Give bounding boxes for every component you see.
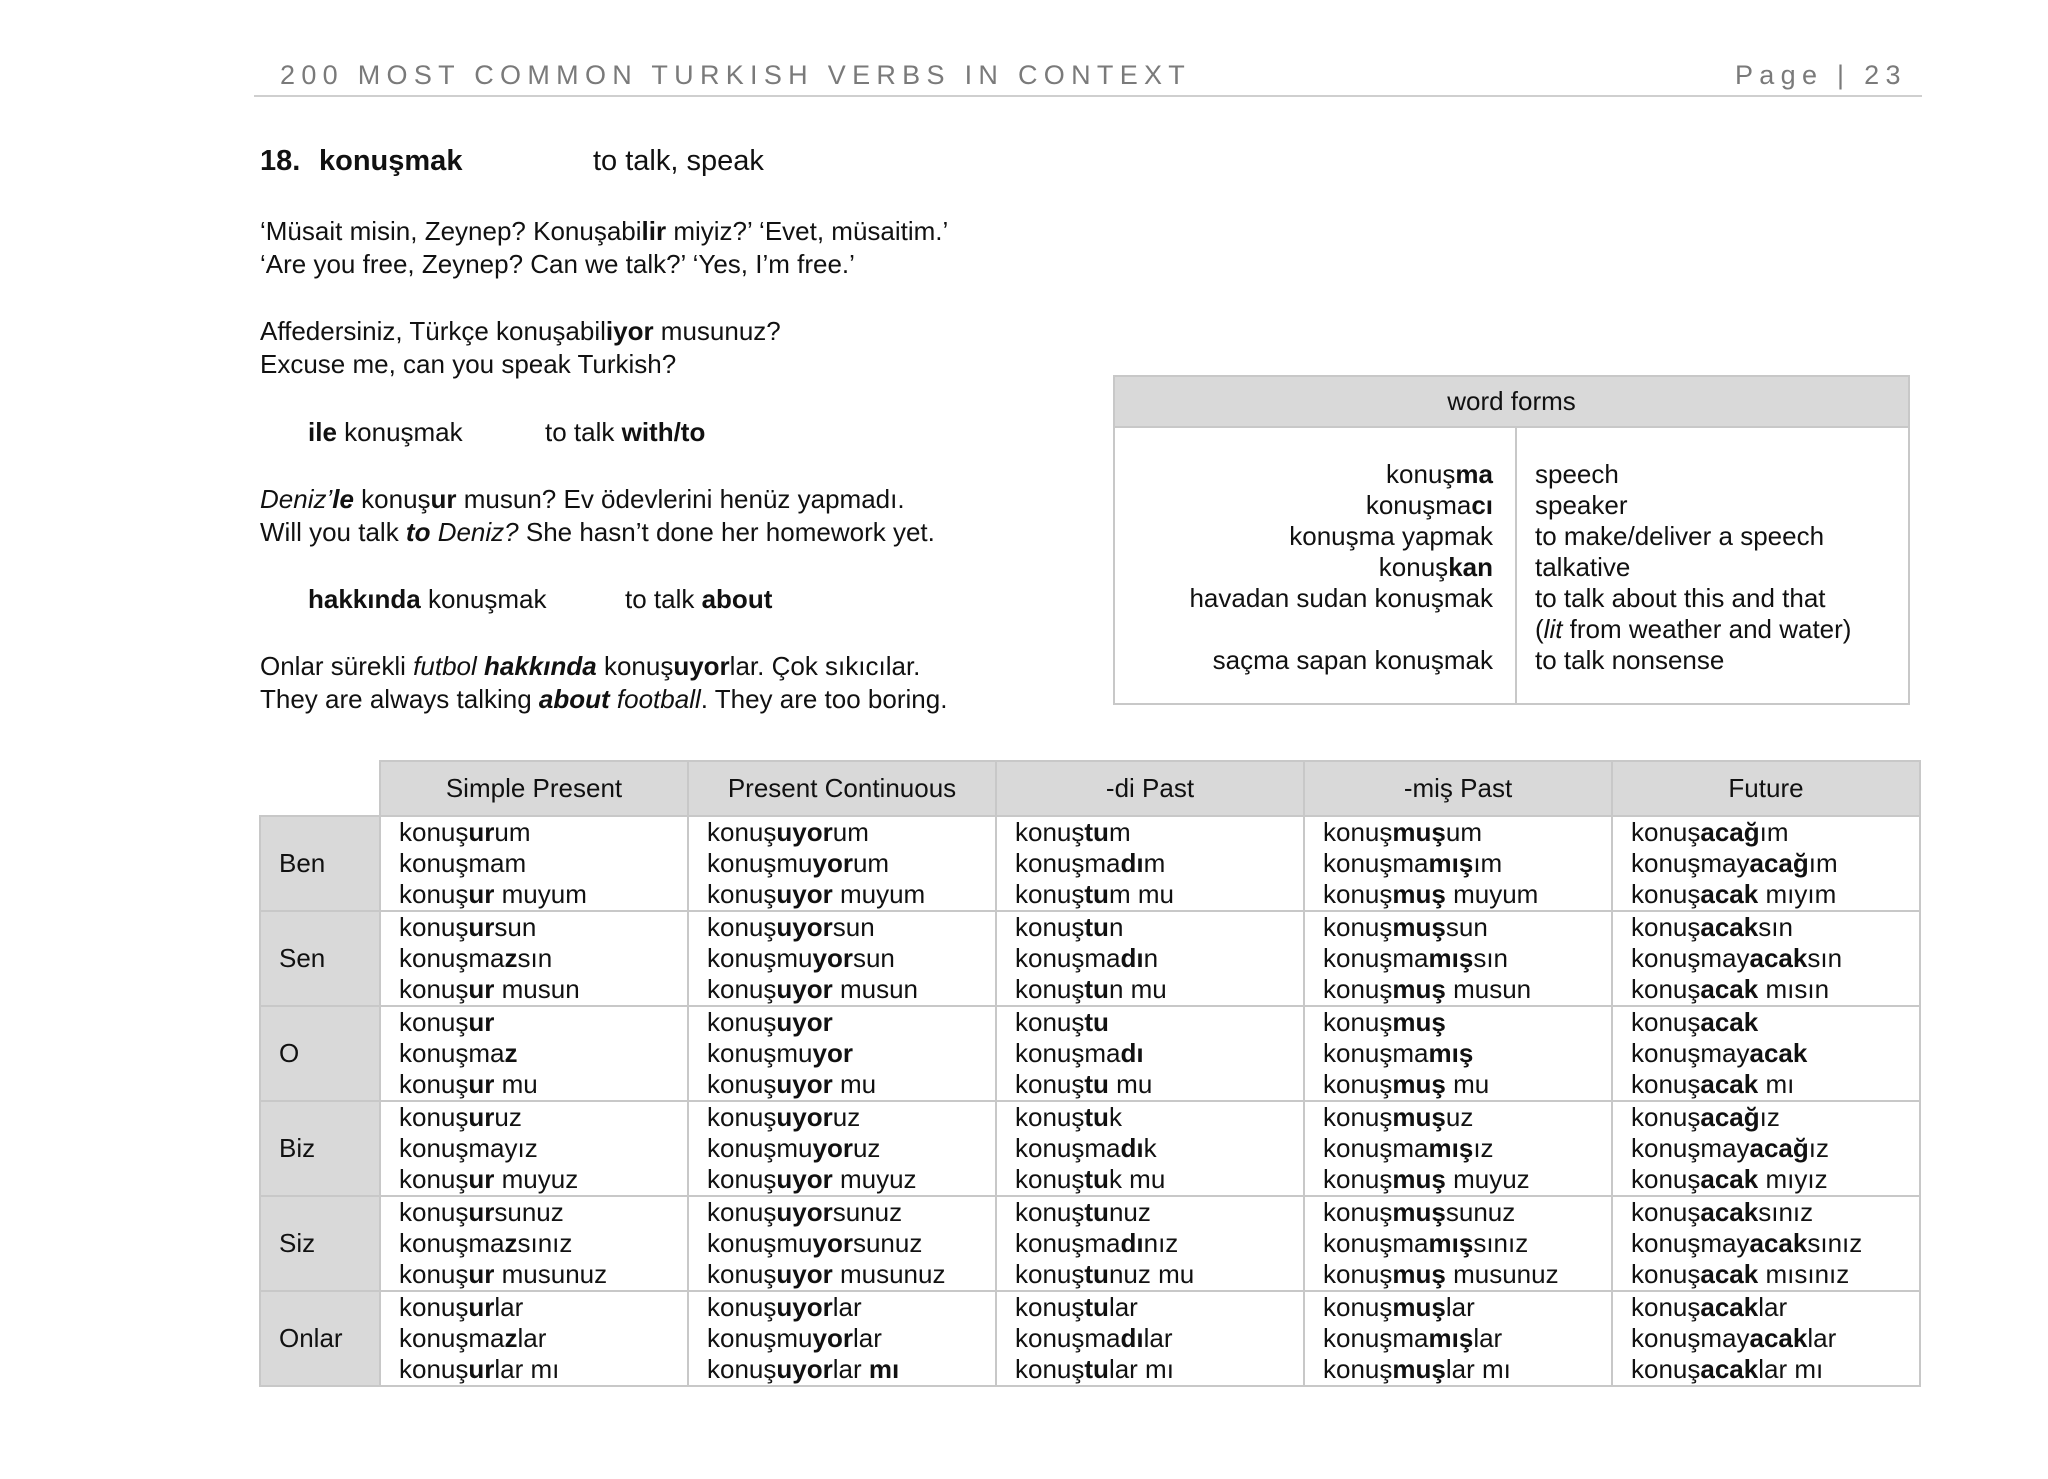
conjugation-cell (380, 816, 688, 911)
verb-form: konuştum (1015, 817, 1131, 847)
conjugation-cell (1612, 911, 1920, 1006)
phrase-1-english: to talk with/to (545, 417, 706, 447)
verb-form: konuşuyorlar (707, 1292, 862, 1322)
conjugation-cell (1612, 1101, 1920, 1196)
verb-form: konuşur muyuz (399, 1164, 579, 1194)
verb-form: konuşmadık (1015, 1133, 1157, 1163)
word-forms-divider (1515, 426, 1517, 703)
column-header: -di Past (996, 761, 1304, 816)
example-2-english: Excuse me, can you speak Turkish? (260, 349, 677, 379)
verb-form: konuşursun (399, 912, 537, 942)
table-row (260, 1006, 1920, 1101)
example-2-turkish: Affedersiniz, Türkçe konuşabiliyor musunuz? (260, 316, 781, 346)
example-1-english: ‘Are you free, Zeynep? Can we talk?’ ‘Yes, I’m free.’ (260, 249, 855, 279)
verb-form: konuşacaksınız (1631, 1197, 1814, 1227)
verb-form: konuşuyor (707, 1007, 833, 1037)
conjugation-cell (1612, 1196, 1920, 1291)
verb-form: konuşuyorsun (707, 912, 875, 942)
verb-form: konuşmuyorsunuz (707, 1228, 923, 1258)
verb-form: konuşacak (1631, 1007, 1759, 1037)
conjugation-cell (1304, 1196, 1612, 1291)
table-row (260, 816, 1920, 911)
verb-form: konuşmuyorum (707, 848, 890, 878)
verb-form: konuştuk mu (1015, 1164, 1166, 1194)
page-header-title: 200 MOST COMMON TURKISH VERBS IN CONTEXT (280, 60, 1192, 90)
verb-form: konuşmamışsın (1323, 943, 1508, 973)
column-header: Future (1612, 761, 1920, 816)
verb-form: konuştunuz (1015, 1197, 1151, 1227)
verb-form: konuşmuyorsun (707, 943, 895, 973)
conjugation-cell (996, 816, 1304, 911)
verb-form: konuşacak mıyız (1631, 1164, 1828, 1194)
phrase-2-english: to talk about (625, 584, 773, 614)
verb-form: konuşmadın (1015, 943, 1159, 973)
conjugation-cell (1304, 1101, 1612, 1196)
word-form-meaning: talkative (1535, 552, 1631, 582)
verb-form: konuşmayacaklar (1631, 1323, 1837, 1353)
conjugation-cell (380, 1291, 688, 1386)
verb-form: konuşuyor muyuz (707, 1164, 917, 1194)
conjugation-cell (1304, 911, 1612, 1006)
verb-form: konuşuyor musun (707, 974, 918, 1004)
verb-form: konuşmuş musun (1323, 974, 1532, 1004)
example-3-turkish: Deniz’le konuşur musun? Ev ödevlerini henüz yapmadı. (260, 484, 905, 514)
verb-form: konuşuyorum (707, 817, 869, 847)
verb-form: konuşur muyum (399, 879, 587, 909)
verb-form: konuşuruz (399, 1102, 522, 1132)
table-corner (260, 761, 380, 816)
verb-form: konuşmuşuz (1323, 1102, 1474, 1132)
word-form-meaning: speech (1535, 459, 1619, 489)
verb-form: konuşmadınız (1015, 1228, 1179, 1258)
word-form-meaning: (lit from weather and water) (1535, 614, 1852, 644)
verb-form: konuşacak mısınız (1631, 1259, 1850, 1289)
verb-form: konuşmadı (1015, 1038, 1144, 1068)
verb-form: konuşuyor musunuz (707, 1259, 946, 1289)
verb-form: konuşmuşum (1323, 817, 1482, 847)
word-form-term: konuşma yapmak (1289, 521, 1493, 551)
verb-form: konuştular mı (1015, 1354, 1174, 1384)
word-form-meaning: to make/deliver a speech (1535, 521, 1825, 551)
verb-form: konuşmayacak (1631, 1038, 1808, 1068)
entry-headword: konuşmak (319, 145, 463, 177)
table-row (260, 1101, 1920, 1196)
verb-form: konuşmadılar (1015, 1323, 1173, 1353)
verb-form: konuştular (1015, 1292, 1138, 1322)
verb-form: konuşurum (399, 817, 531, 847)
verb-form: konuşacak mısın (1631, 974, 1830, 1004)
column-header: -miş Past (1304, 761, 1612, 816)
conjugation-cell (996, 1006, 1304, 1101)
example-3-english: Will you talk to Deniz? She hasn’t done her homework yet. (260, 517, 935, 547)
verb-form: konuşmayacağım (1631, 848, 1838, 878)
verb-form: konuşmam (399, 848, 527, 878)
verb-form: konuşmuyorlar (707, 1323, 882, 1353)
conjugation-cell (688, 1101, 996, 1196)
verb-form: konuşuyorsunuz (707, 1197, 903, 1227)
verb-form: konuşuyorlar mı (707, 1354, 900, 1384)
conjugation-cell (1612, 1291, 1920, 1386)
verb-form: konuştun (1015, 912, 1124, 942)
word-form-meaning: speaker (1535, 490, 1628, 520)
verb-form: konuşmamışız (1323, 1133, 1494, 1163)
conjugation-cell (688, 1006, 996, 1101)
verb-form: konuştunuz mu (1015, 1259, 1195, 1289)
conjugation-cell (688, 816, 996, 911)
verb-form: konuşmayacaksın (1631, 943, 1843, 973)
word-forms-box (1113, 375, 1910, 705)
word-form-term: konuşmacı (1365, 490, 1493, 520)
verb-form: konuşmuş musunuz (1323, 1259, 1559, 1289)
entry-gloss: to talk, speak (593, 145, 764, 177)
verb-form: konuştum mu (1015, 879, 1174, 909)
conjugation-cell (688, 1291, 996, 1386)
verb-form: konuşmayız (399, 1133, 538, 1163)
verb-form: konuşmaz (399, 1038, 518, 1068)
verb-form: konuşmuşlar mı (1323, 1354, 1511, 1384)
verb-form: konuşur mu (399, 1069, 538, 1099)
verb-form: konuşmamışım (1323, 848, 1503, 878)
verb-form: konuşacaklar mı (1631, 1354, 1824, 1384)
conjugation-cell (996, 1291, 1304, 1386)
pronoun-cell: O (260, 1006, 380, 1101)
verb-form: konuşmuş muyuz (1323, 1164, 1530, 1194)
word-form-meaning: to talk nonsense (1535, 645, 1725, 675)
verb-form: konuşacak mıyım (1631, 879, 1837, 909)
phrase-2-turkish: hakkında konuşmak (308, 584, 547, 614)
table-row (260, 1291, 1920, 1386)
verb-form: konuşurlar mı (399, 1354, 560, 1384)
word-form-term: havadan sudan konuşmak (1189, 583, 1493, 613)
word-form-term: konuşma (1386, 459, 1493, 489)
entry-number: 18. (260, 145, 301, 177)
pronoun-cell: Ben (260, 816, 380, 911)
page-number: Page | 23 (1735, 60, 1907, 90)
verb-form: konuşur musunuz (399, 1259, 608, 1289)
header-rule (254, 95, 1922, 97)
conjugation-cell (996, 911, 1304, 1006)
verb-form: konuşmazlar (399, 1323, 547, 1353)
verb-form: konuşmamış (1323, 1038, 1474, 1068)
column-header: Simple Present (380, 761, 688, 816)
verb-form: konuşmamışlar (1323, 1323, 1503, 1353)
pronoun-cell: Siz (260, 1196, 380, 1291)
example-1-turkish: ‘Müsait misin, Zeynep? Konuşabilir miyiz?’ ‘Evet, müsaitim.’ (260, 216, 949, 246)
word-form-meaning: to talk about this and that (1535, 583, 1826, 613)
verb-form: konuşuyor mu (707, 1069, 877, 1099)
verb-form: konuşmayacağız (1631, 1133, 1829, 1163)
verb-form: konuştu (1015, 1007, 1109, 1037)
verb-form: konuşmazsın (399, 943, 553, 973)
conjugation-cell (380, 1101, 688, 1196)
column-header: Present Continuous (688, 761, 996, 816)
verb-form: konuştun mu (1015, 974, 1167, 1004)
verb-form: konuşmayacaksınız (1631, 1228, 1863, 1258)
example-4-turkish: Onlar sürekli futbol hakkında konuşuyorlar. Çok sıkıcılar. (260, 651, 921, 681)
conjugation-cell (996, 1101, 1304, 1196)
conjugation-cell (1304, 1006, 1612, 1101)
verb-form: konuşmuşsun (1323, 912, 1488, 942)
word-forms-title: word forms (1115, 377, 1908, 428)
verb-form: konuşacaksın (1631, 912, 1793, 942)
verb-form: konuşmuş mu (1323, 1069, 1490, 1099)
verb-form: konuşmazsınız (399, 1228, 573, 1258)
verb-form: konuşuyoruz (707, 1102, 861, 1132)
verb-form: konuşur musun (399, 974, 580, 1004)
verb-form: konuşmuyoruz (707, 1133, 881, 1163)
verb-form: konuşursunuz (399, 1197, 564, 1227)
verb-form: konuştuk (1015, 1102, 1122, 1132)
verb-form: konuşacak mı (1631, 1069, 1795, 1099)
verb-form: konuşmuşsunuz (1323, 1197, 1516, 1227)
conjugation-cell (1612, 1006, 1920, 1101)
verb-form: konuşur (399, 1007, 495, 1037)
pronoun-cell: Sen (260, 911, 380, 1006)
conjugation-cell (1612, 816, 1920, 911)
verb-form: konuşacaklar (1631, 1292, 1788, 1322)
example-4-english: They are always talking about football. They are too boring. (260, 684, 948, 714)
verb-form: konuşmamışsınız (1323, 1228, 1529, 1258)
conjugation-cell (688, 1196, 996, 1291)
conjugation-body (260, 816, 1920, 1386)
verb-form: konuşacağız (1631, 1102, 1780, 1132)
verb-form: konuşmuş muyum (1323, 879, 1539, 909)
conjugation-table (259, 760, 1921, 1387)
conjugation-cell (1304, 816, 1612, 911)
table-row (260, 911, 1920, 1006)
conjugation-cell (380, 911, 688, 1006)
table-row (260, 1196, 1920, 1291)
conjugation-cell (380, 1006, 688, 1101)
verb-form: konuşmuş (1323, 1007, 1446, 1037)
verb-form: konuşurlar (399, 1292, 524, 1322)
pronoun-cell: Onlar (260, 1291, 380, 1386)
conjugation-cell (996, 1196, 1304, 1291)
verb-form: konuşmuyor (707, 1038, 853, 1068)
phrase-1-turkish: ile konuşmak (308, 417, 463, 447)
verb-form: konuşuyor muyum (707, 879, 926, 909)
verb-form: konuşmuşlar (1323, 1292, 1475, 1322)
pronoun-cell: Biz (260, 1101, 380, 1196)
verb-form: konuştu mu (1015, 1069, 1153, 1099)
conjugation-cell (1304, 1291, 1612, 1386)
conjugation-cell (688, 911, 996, 1006)
verb-form: konuşacağım (1631, 817, 1789, 847)
conjugation-cell (380, 1196, 688, 1291)
word-form-term: konuşkan (1378, 552, 1493, 582)
word-form-term: saçma sapan konuşmak (1212, 645, 1493, 675)
verb-form: konuşmadım (1015, 848, 1166, 878)
conjugation-header-row (260, 761, 1920, 816)
